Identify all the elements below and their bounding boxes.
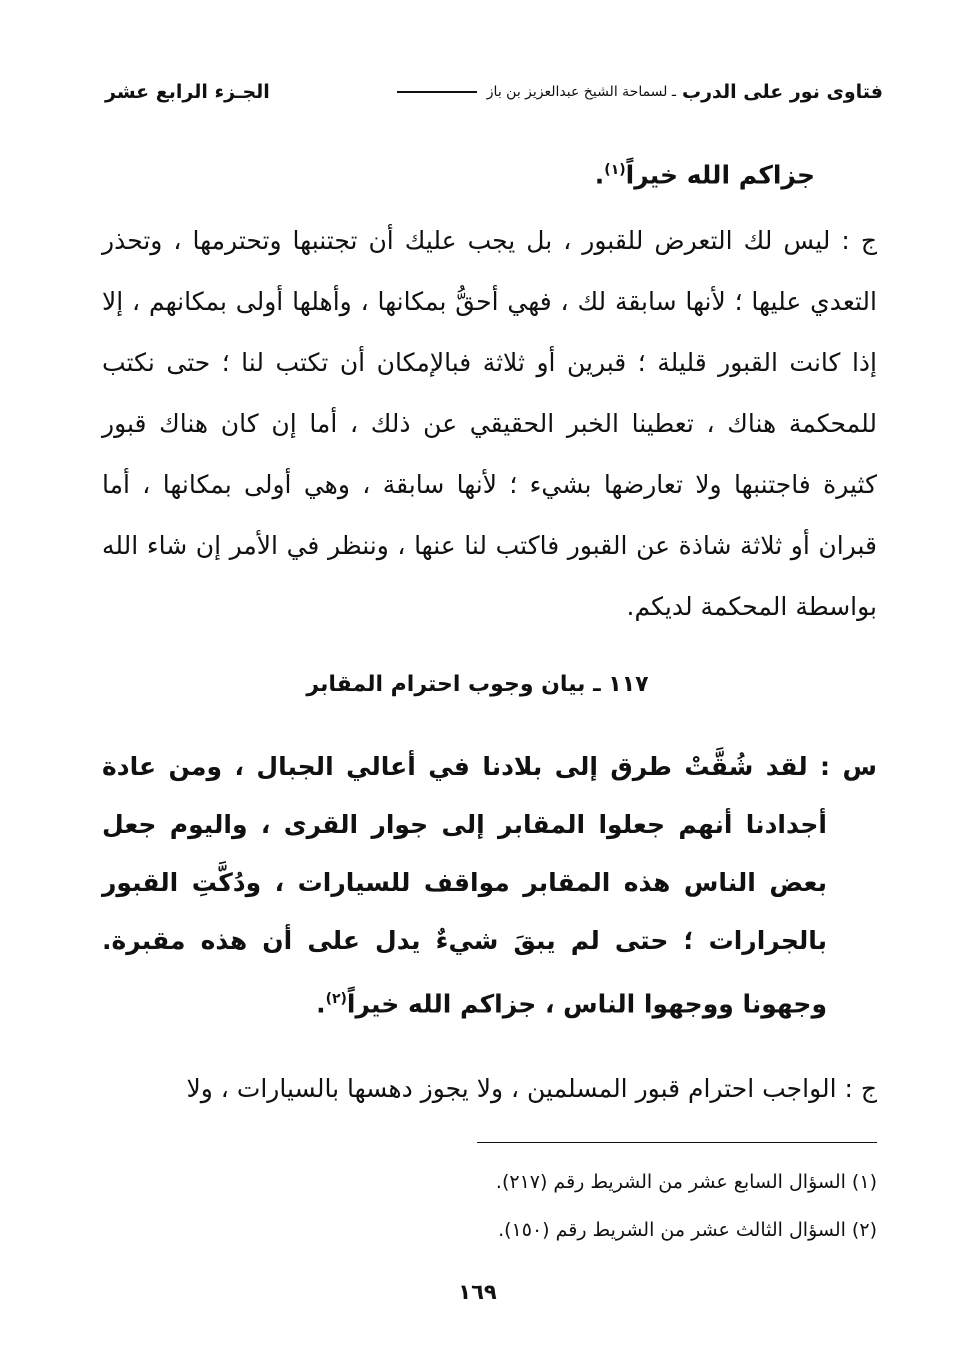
footnote-2: (٢) السؤال الثالث عشر من الشريط رقم (١٥٠).	[498, 1219, 877, 1241]
footnote-ref-2[interactable]: (٢)	[325, 991, 347, 1007]
question-tail-end: .	[594, 160, 605, 190]
footnote-1: (١) السؤال السابع عشر من الشريط رقم (٢١٧).	[495, 1171, 877, 1193]
running-header	[105, 72, 883, 112]
answer-paragraph-2: ج : الواجب احترام قبور المسلمين ، ولا يجوز دهسها بالسيارات ، ولا	[186, 1074, 877, 1103]
section-title: ١١٧ ـ بيان وجوب احترام المقابر	[306, 672, 649, 697]
book-title: فتاوى نور على الدرب	[682, 81, 883, 103]
question-2-text: س : لقد شُقَّتْ طرق إلى بلادنا في أعالي الجبال ، ومن عادة أجدادنا أنهم جعلوا المقابر إلى جوار القرى ، واليوم جعل بعض الناس هذه المقابر مواقف للسيارات ، ودُكَّتِ القبور بالجرارات ؛ حتى لم يبقَ شيءٌ يدل على أن هذه مقبرة. وجهونا ووجهوا الناس ، جزاكم الله خيراً	[102, 752, 877, 1019]
part-label: الجـزء الرابع عشر	[105, 81, 270, 103]
footnote-divider	[477, 1142, 877, 1143]
question-tail	[115, 140, 815, 205]
header-dash	[397, 91, 477, 93]
footnotes	[177, 1158, 877, 1254]
page-number: ١٦٩	[458, 1280, 497, 1304]
question-tail-text: جزاكم الله خيراً	[625, 160, 815, 190]
author-line: ـ لسماحة الشيخ عبدالعزيز بن باز	[486, 84, 676, 100]
question-2-end: .	[316, 989, 326, 1019]
question-paragraph-2	[102, 738, 877, 1033]
answer-paragraph-1: ج : ليس لك التعرض للقبور ، بل يجب عليك أن تجتنبها وتحترمها ، وتحذر التعدي عليها ؛ لأنها سابقة لك ، فهي أحقُّ بمكانها ، وأهلها أولى بمكانهم ، إلا إذا كانت القبور قليلة ؛ قبرين أو ثلاثة فبالإمكان أن تكتب لنا ؛ حتى نكتب للمحكمة هناك ، تعطينا الخبر الحقيقي عن ذلك ، أما إن كان هناك قبور كثيرة فاجتنبها ولا تعارضها بشيء ؛ لأنها سابقة ، وهي أولى بمكانها ، أما قبران أو ثلاثة شاذة عن القبور فاكتب لنا عنها ، وننظر في الأمر إن شاء الله بواسطة المحكمة لديكم.	[102, 226, 877, 621]
footnote-ref-1[interactable]: (١)	[604, 162, 626, 178]
